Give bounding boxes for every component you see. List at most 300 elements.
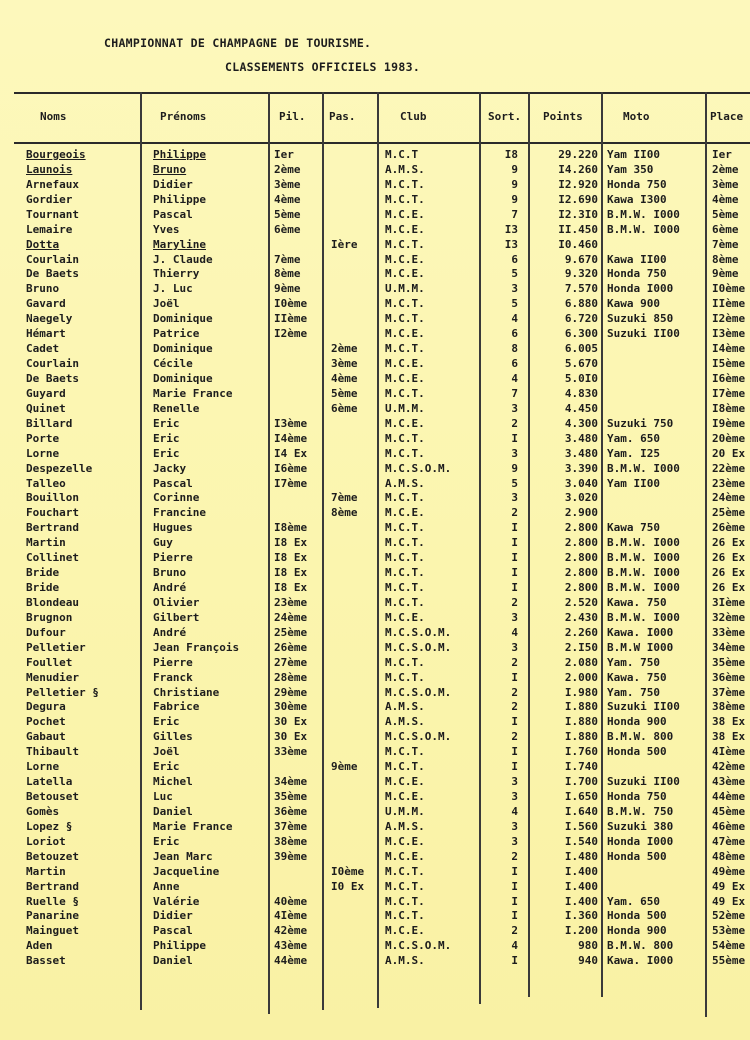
row-sort: 3: [511, 491, 518, 505]
row-sort: I: [511, 536, 518, 550]
row-place: 26 Ex: [712, 551, 746, 565]
row-sort: 3: [511, 640, 518, 654]
row-pil: 36ème: [274, 804, 308, 818]
row-pil: 4ème: [274, 192, 301, 206]
row-points: 2.000: [564, 670, 598, 684]
row-nom: Courlain: [26, 252, 79, 266]
row-club: M.C.E.: [385, 610, 425, 624]
row-pil: 9ème: [274, 282, 301, 296]
row-points: I0.460: [558, 237, 598, 251]
row-prenom: Jean Marc: [153, 849, 213, 863]
row-moto: Kawa II00: [607, 252, 667, 266]
row-points: 2.800: [564, 551, 598, 565]
row-sort: I: [511, 745, 518, 759]
document-subtitle: CLASSEMENTS OFFICIELS 1983.: [225, 60, 421, 74]
row-prenom: J. Claude: [153, 252, 213, 266]
row-club: M.C.E.: [385, 327, 425, 341]
row-prenom: Anne: [153, 879, 180, 893]
row-nom: Lopez §: [26, 819, 73, 833]
row-place: Ier: [712, 148, 732, 161]
header-place: Place: [710, 110, 744, 123]
row-sort: 3: [511, 610, 518, 624]
row-club: M.C.S.O.M.: [385, 625, 452, 639]
row-points: 7.570: [564, 282, 598, 296]
row-club: A.M.S.: [385, 715, 425, 729]
row-club: U.M.M.: [385, 401, 425, 415]
row-place: 37ème: [712, 685, 746, 699]
row-nom: Lemaire: [26, 222, 73, 236]
row-points: 2.800: [564, 566, 598, 579]
row-club: M.C.E.: [385, 267, 425, 281]
row-moto: Honda 500: [607, 909, 667, 923]
row-pas: 8ème: [331, 506, 358, 520]
row-points: I.650: [564, 790, 598, 803]
header-noms: Noms: [40, 110, 67, 123]
row-club: M.C.T.: [385, 566, 425, 579]
row-points: 4.450: [564, 401, 598, 415]
row-pil: 2ème: [274, 162, 301, 176]
row-club: M.C.E.: [385, 416, 425, 430]
row-place: 26 Ex: [712, 536, 746, 550]
row-points: 6.880: [564, 297, 598, 311]
header-moto: Moto: [623, 110, 650, 123]
row-pas: Ière: [331, 237, 358, 251]
row-prenom: Bruno: [153, 162, 187, 176]
table-row: [0, 491, 750, 506]
row-place: 52ème: [712, 909, 746, 923]
row-place: 35ème: [712, 655, 746, 669]
row-club: M.C.T.: [385, 521, 425, 535]
row-place: 7ème: [712, 237, 739, 251]
row-club: M.C.T.: [385, 431, 425, 445]
row-pil: 27ème: [274, 655, 308, 669]
row-sort: I: [511, 909, 518, 923]
row-moto: Honda I000: [607, 834, 674, 848]
row-prenom: Philippe: [153, 192, 206, 206]
row-place: I6ème: [712, 371, 746, 385]
row-nom: Fouchart: [26, 506, 79, 520]
row-points: I4.260: [558, 162, 598, 176]
row-club: M.C.E.: [385, 506, 425, 520]
row-sort: I: [511, 521, 518, 535]
row-pas: 3ème: [331, 357, 358, 370]
header-pil: Pil.: [279, 110, 306, 123]
row-moto: Yam. I25: [607, 446, 660, 460]
row-points: I2.3I0: [558, 207, 598, 221]
row-nom: Aden: [26, 939, 53, 953]
table-row: [0, 671, 750, 686]
row-pil: 42ème: [274, 924, 308, 938]
row-nom: Cadet: [26, 342, 60, 356]
row-points: 6.005: [564, 342, 598, 356]
row-prenom: Pascal: [153, 924, 193, 938]
row-sort: 3: [511, 446, 518, 460]
row-pas: 4ème: [331, 371, 358, 385]
header-sort: Sort.: [488, 110, 522, 123]
row-points: 5.670: [564, 357, 598, 370]
row-nom: Tournant: [26, 207, 79, 221]
row-pil: 6ème: [274, 222, 301, 236]
row-points: I.880: [564, 700, 598, 714]
row-pas: 2ème: [331, 342, 358, 356]
row-place: 42ème: [712, 760, 746, 774]
row-club: M.C.T.: [385, 177, 425, 191]
table-row: [0, 208, 750, 223]
row-points: 2.800: [564, 536, 598, 550]
row-place: 43ème: [712, 775, 746, 789]
row-sort: 3: [511, 834, 518, 848]
row-club: M.C.T.: [385, 536, 425, 550]
row-club: M.C.T.: [385, 894, 425, 908]
row-moto: B.M.W. 800: [607, 939, 674, 953]
table-row: [0, 656, 750, 671]
table-row: [0, 880, 750, 895]
row-moto: Kawa I300: [607, 192, 667, 206]
row-nom: Gomès: [26, 804, 60, 818]
row-pil: 30ème: [274, 700, 308, 714]
row-prenom: Pascal: [153, 476, 193, 490]
row-club: M.C.E.: [385, 207, 425, 221]
row-points: 3.390: [564, 461, 598, 475]
row-points: 2.800: [564, 521, 598, 535]
row-sort: 4: [511, 625, 518, 639]
row-points: 2.430: [564, 610, 598, 624]
row-points: I.560: [564, 819, 598, 833]
row-points: I.880: [564, 715, 598, 729]
row-sort: 2: [511, 595, 518, 609]
row-sort: 9: [511, 177, 518, 191]
row-moto: Suzuki 750: [607, 416, 674, 430]
row-moto: Suzuki 850: [607, 312, 674, 326]
row-nom: De Baets: [26, 267, 79, 281]
table-row: [0, 895, 750, 910]
row-place: I4ème: [712, 342, 746, 356]
row-place: 44ème: [712, 790, 746, 803]
row-sort: I: [511, 551, 518, 565]
row-sort: 3: [511, 775, 518, 789]
row-moto: Kawa. 750: [607, 595, 667, 609]
row-points: 9.320: [564, 267, 598, 281]
table-row: [0, 327, 750, 342]
row-moto: Yam. 750: [607, 655, 660, 669]
row-points: 2.260: [564, 625, 598, 639]
row-prenom: Luc: [153, 790, 173, 803]
row-prenom: Jacqueline: [153, 864, 220, 878]
row-sort: 9: [511, 192, 518, 206]
row-place: 25ème: [712, 506, 746, 520]
row-nom: Bride: [26, 566, 60, 579]
row-moto: Suzuki 380: [607, 819, 674, 833]
row-pil: 26ème: [274, 640, 308, 654]
row-club: A.M.S.: [385, 700, 425, 714]
row-prenom: Christiane: [153, 685, 220, 699]
table-row: [0, 954, 750, 969]
table-row: [0, 939, 750, 954]
row-points: 2.800: [564, 581, 598, 594]
row-prenom: Valérie: [153, 894, 200, 908]
row-points: 980: [578, 939, 598, 953]
row-nom: Lorne: [26, 760, 60, 774]
row-club: M.C.T.: [385, 551, 425, 565]
row-sort: I3: [504, 222, 518, 236]
row-prenom: Francine: [153, 506, 206, 520]
row-club: M.C.T.: [385, 491, 425, 505]
row-prenom: Corinne: [153, 491, 200, 505]
row-pil: 34ème: [274, 775, 308, 789]
row-club: M.C.T.: [385, 879, 425, 893]
row-prenom: Renelle: [153, 401, 200, 415]
table-row: [0, 178, 750, 193]
row-place: 20 Ex: [712, 446, 746, 460]
row-pas: 6ème: [331, 401, 358, 415]
table-row: [0, 506, 750, 521]
row-club: M.C.E.: [385, 222, 425, 236]
table-row: [0, 402, 750, 417]
table-row: [0, 805, 750, 820]
row-club: M.C.T: [385, 148, 419, 161]
table-row: [0, 730, 750, 745]
row-club: M.C.T.: [385, 760, 425, 774]
row-points: 940: [578, 954, 598, 968]
table-row: [0, 611, 750, 626]
row-sort: 2: [511, 730, 518, 744]
row-pas: 5ème: [331, 386, 358, 400]
row-sort: 2: [511, 685, 518, 699]
row-nom: Ruelle §: [26, 894, 79, 908]
row-place: 26 Ex: [712, 581, 746, 594]
row-points: I.400: [564, 864, 598, 878]
row-sort: I: [511, 760, 518, 774]
row-prenom: Pierre: [153, 655, 193, 669]
table-row: [0, 372, 750, 387]
row-place: 32ème: [712, 610, 746, 624]
row-club: M.C.T.: [385, 192, 425, 206]
row-moto: Yam. 750: [607, 685, 660, 699]
row-moto: Honda 750: [607, 177, 667, 191]
row-pil: I8 Ex: [274, 551, 308, 565]
row-points: 4.300: [564, 416, 598, 430]
row-nom: Blondeau: [26, 595, 79, 609]
row-moto: B.M.W. I000: [607, 551, 680, 565]
header-prenoms: Prénoms: [160, 110, 207, 123]
row-points: 3.040: [564, 476, 598, 490]
row-place: I2ème: [712, 312, 746, 326]
row-prenom: Yves: [153, 222, 180, 236]
row-prenom: Jacky: [153, 461, 187, 475]
row-sort: I: [511, 864, 518, 878]
row-nom: Betouset: [26, 790, 79, 803]
row-moto: B.M.W. I000: [607, 222, 680, 236]
row-nom: Gabaut: [26, 730, 66, 744]
row-nom: Basset: [26, 954, 66, 968]
row-pil: 43ème: [274, 939, 308, 953]
row-club: A.M.S.: [385, 476, 425, 490]
table-row: [0, 760, 750, 775]
row-pil: 3ème: [274, 177, 301, 191]
row-pil: 37ème: [274, 819, 308, 833]
table-row: [0, 148, 750, 163]
row-place: 2ème: [712, 162, 739, 176]
row-prenom: Eric: [153, 431, 180, 445]
document-title: CHAMPIONNAT DE CHAMPAGNE DE TOURISME.: [104, 36, 372, 50]
table-row: [0, 790, 750, 805]
row-moto: Suzuki II00: [607, 700, 680, 714]
row-place: IIème: [712, 297, 746, 311]
table-row: [0, 342, 750, 357]
table-header-rule: [14, 142, 750, 144]
row-place: 6ème: [712, 222, 739, 236]
row-pas: I0 Ex: [331, 879, 365, 893]
row-prenom: Patrice: [153, 327, 200, 341]
row-pas: I0ème: [331, 864, 365, 878]
row-nom: Foullet: [26, 655, 73, 669]
row-prenom: Gilbert: [153, 610, 200, 624]
row-club: M.C.T.: [385, 595, 425, 609]
row-pil: 23ème: [274, 595, 308, 609]
row-club: M.C.T.: [385, 581, 425, 594]
row-prenom: Dominique: [153, 342, 213, 356]
row-place: 49 Ex: [712, 879, 746, 893]
row-pil: I8 Ex: [274, 536, 308, 550]
row-club: M.C.E.: [385, 775, 425, 789]
row-nom: Courlain: [26, 357, 79, 370]
row-moto: B.M.W. I000: [607, 536, 680, 550]
row-sort: 2: [511, 849, 518, 863]
row-prenom: Marie France: [153, 386, 233, 400]
row-club: M.C.E.: [385, 849, 425, 863]
row-sort: 8: [511, 342, 518, 356]
row-sort: I: [511, 670, 518, 684]
row-nom: Guyard: [26, 386, 66, 400]
row-nom: Bouillon: [26, 491, 79, 505]
table-row: [0, 850, 750, 865]
row-sort: 4: [511, 312, 518, 326]
row-sort: I: [511, 954, 518, 968]
row-pil: 7ème: [274, 252, 301, 266]
row-nom: Bertrand: [26, 521, 79, 535]
row-sort: I3: [504, 237, 518, 251]
row-place: 24ème: [712, 491, 746, 505]
row-sort: 2: [511, 655, 518, 669]
row-points: 2.900: [564, 506, 598, 520]
row-prenom: Fabrice: [153, 700, 200, 714]
row-club: M.C.E.: [385, 252, 425, 266]
row-sort: 5: [511, 476, 518, 490]
row-place: 46ème: [712, 819, 746, 833]
row-club: M.C.S.O.M.: [385, 939, 452, 953]
row-points: I.540: [564, 834, 598, 848]
row-points: 6.300: [564, 327, 598, 341]
row-place: I5ème: [712, 357, 746, 370]
row-club: M.C.E.: [385, 834, 425, 848]
row-prenom: Daniel: [153, 954, 193, 968]
row-sort: I: [511, 566, 518, 579]
row-place: 38 Ex: [712, 730, 746, 744]
row-nom: Gordier: [26, 192, 73, 206]
row-nom: Hémart: [26, 327, 66, 341]
row-moto: Honda 900: [607, 715, 667, 729]
row-points: 3.020: [564, 491, 598, 505]
row-pil: I4 Ex: [274, 446, 308, 460]
row-prenom: Gilles: [153, 730, 193, 744]
row-sort: 2: [511, 700, 518, 714]
row-nom: Degura: [26, 700, 66, 714]
row-place: 54ème: [712, 939, 746, 953]
row-points: 29.220: [558, 148, 598, 161]
row-prenom: Olivier: [153, 595, 200, 609]
row-club: U.M.M.: [385, 282, 425, 296]
table-row: [0, 521, 750, 536]
row-pil: 40ème: [274, 894, 308, 908]
row-sort: 7: [511, 207, 518, 221]
row-moto: B.M.W. 750: [607, 804, 674, 818]
table-row: [0, 686, 750, 701]
row-sort: 5: [511, 297, 518, 311]
table-row: [0, 163, 750, 178]
row-sort: I: [511, 879, 518, 893]
row-nom: Dotta: [26, 237, 60, 251]
row-points: 4.830: [564, 386, 598, 400]
row-prenom: Daniel: [153, 804, 193, 818]
row-prenom: Eric: [153, 416, 180, 430]
row-prenom: J. Luc: [153, 282, 193, 296]
row-pil: I8ème: [274, 521, 308, 535]
row-pil: IIème: [274, 312, 308, 326]
row-prenom: Pierre: [153, 551, 193, 565]
row-nom: Pelletier §: [26, 685, 99, 699]
table-row: [0, 193, 750, 208]
row-club: M.C.S.O.M.: [385, 461, 452, 475]
row-sort: I8: [504, 148, 518, 161]
row-nom: Bourgeois: [26, 148, 86, 161]
row-pil: 24ème: [274, 610, 308, 624]
row-sort: 4: [511, 371, 518, 385]
table-row: [0, 282, 750, 297]
row-sort: 2: [511, 924, 518, 938]
row-club: M.C.T.: [385, 864, 425, 878]
row-place: 49 Ex: [712, 894, 746, 908]
row-points: 5.0I0: [564, 371, 598, 385]
row-pas: 9ème: [331, 760, 358, 774]
row-place: I8ème: [712, 401, 746, 415]
row-moto: Honda I000: [607, 282, 674, 296]
row-nom: Thibault: [26, 745, 79, 759]
row-points: I.400: [564, 894, 598, 908]
row-moto: Suzuki II00: [607, 327, 680, 341]
row-points: I.360: [564, 909, 598, 923]
row-sort: 6: [511, 327, 518, 341]
table-row: [0, 267, 750, 282]
row-nom: Brugnon: [26, 610, 73, 624]
row-club: M.C.T.: [385, 297, 425, 311]
table-row: [0, 536, 750, 551]
row-nom: Mainguet: [26, 924, 79, 938]
header-pas: Pas.: [329, 110, 356, 123]
table-row: [0, 909, 750, 924]
row-prenom: Pascal: [153, 207, 193, 221]
row-nom: Martin: [26, 536, 66, 550]
row-points: I.400: [564, 879, 598, 893]
table-row: [0, 312, 750, 327]
row-place: I9ème: [712, 416, 746, 430]
row-prenom: Franck: [153, 670, 193, 684]
row-club: U.M.M.: [385, 804, 425, 818]
table-row: [0, 462, 750, 477]
row-prenom: Eric: [153, 760, 180, 774]
row-moto: Yam II00: [607, 148, 660, 161]
row-club: M.C.T.: [385, 446, 425, 460]
table-row: [0, 865, 750, 880]
